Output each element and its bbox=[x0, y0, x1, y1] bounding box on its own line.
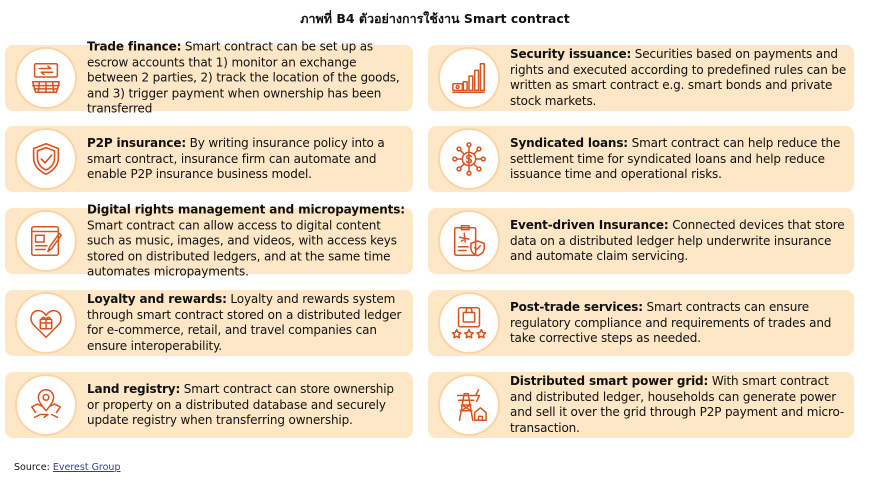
card-digital-rights bbox=[5, 202, 413, 279]
card-trade-finance bbox=[5, 39, 413, 116]
card-land-registry bbox=[5, 372, 413, 438]
card-body: Connected devices that store data on a distributed ledger help underwrite insurance and automate claim servicing. bbox=[510, 217, 845, 263]
card-heading: Land registry: bbox=[87, 381, 181, 396]
card-body: Loyalty and rewards system through smart contract stored on a distributed ledger for e-commerce, retail, and travel companies can ensure interoperability. bbox=[87, 292, 402, 353]
card-heading: Syndicated loans: bbox=[510, 135, 628, 150]
card-heading: Distributed smart power grid: bbox=[510, 374, 709, 388]
source-label: Source: bbox=[14, 462, 53, 473]
power-grid-icon bbox=[438, 374, 500, 436]
card-body: By writing insurance policy into a smart contract, insurance firm can automate and enable P2P insurance business model. bbox=[87, 135, 385, 181]
card-body: Smart contract can store ownership or property on a distributed database and securely update registry when transferring ownership. bbox=[87, 381, 394, 427]
source-note bbox=[14, 462, 121, 473]
card-heading: Post-trade services: bbox=[510, 299, 643, 314]
heart-gift-icon bbox=[15, 292, 77, 354]
card-heading: Trade finance: bbox=[87, 39, 182, 54]
card-body: Smart contract can be set up as escrow accounts that 1) monitor an exchange between 2 parties, 2) track the location of the goods, and 3) trigger payment when ownership has been transferred bbox=[87, 39, 400, 116]
card-body: Smart contract can allow access to digital content such as music, images, and videos, with access keys stored on distributed ledgers, and at the same time automates micropayments. bbox=[87, 217, 397, 279]
travel-insurance-icon bbox=[438, 210, 500, 272]
card-heading: Security issuance: bbox=[510, 47, 632, 61]
card-body: Smart contract can help reduce the settlement time for syndicated loans and help reduce issuance time and operational risks. bbox=[510, 135, 841, 181]
card-syndicated-loans bbox=[428, 126, 854, 192]
card-heading: Loyalty and rewards: bbox=[87, 292, 227, 306]
compliance-stars-icon bbox=[438, 292, 500, 354]
page-title: ภาพที่ B4 ตัวอย่างการใช้งาน Smart contract bbox=[300, 11, 570, 26]
dollar-network-icon bbox=[438, 128, 500, 190]
card-event-driven-insurance bbox=[428, 208, 854, 274]
card-heading: Digital rights management and micropayments: bbox=[87, 202, 405, 217]
card-body: Smart contracts can ensure regulatory compliance and requirements of trades and take corrective steps as needed. bbox=[510, 299, 832, 345]
card-body: Securities based on payments and rights and executed according to predefined rules can be written as smart contract e.g. smart bonds and private stock markets. bbox=[510, 47, 847, 108]
card-heading: Event-driven Insurance: bbox=[510, 217, 669, 232]
card-p2p-insurance bbox=[5, 126, 413, 192]
card-smart-power-grid bbox=[428, 372, 854, 438]
card-post-trade-services bbox=[428, 290, 854, 356]
growth-chart-icon bbox=[438, 47, 500, 109]
card-body: With smart contract and distributed ledger, households can generate power and sell it over the grid through P2P payment and micro-transaction. bbox=[510, 374, 845, 435]
digital-tablet-icon bbox=[15, 210, 77, 272]
source-link[interactable]: Everest Group bbox=[52, 462, 121, 473]
card-heading: P2P insurance: bbox=[87, 135, 186, 150]
land-pin-icon bbox=[15, 374, 77, 436]
shield-check-icon bbox=[15, 128, 77, 190]
card-loyalty-rewards bbox=[5, 290, 413, 356]
trade-finance-icon bbox=[15, 47, 77, 109]
card-security-issuance bbox=[428, 45, 854, 111]
